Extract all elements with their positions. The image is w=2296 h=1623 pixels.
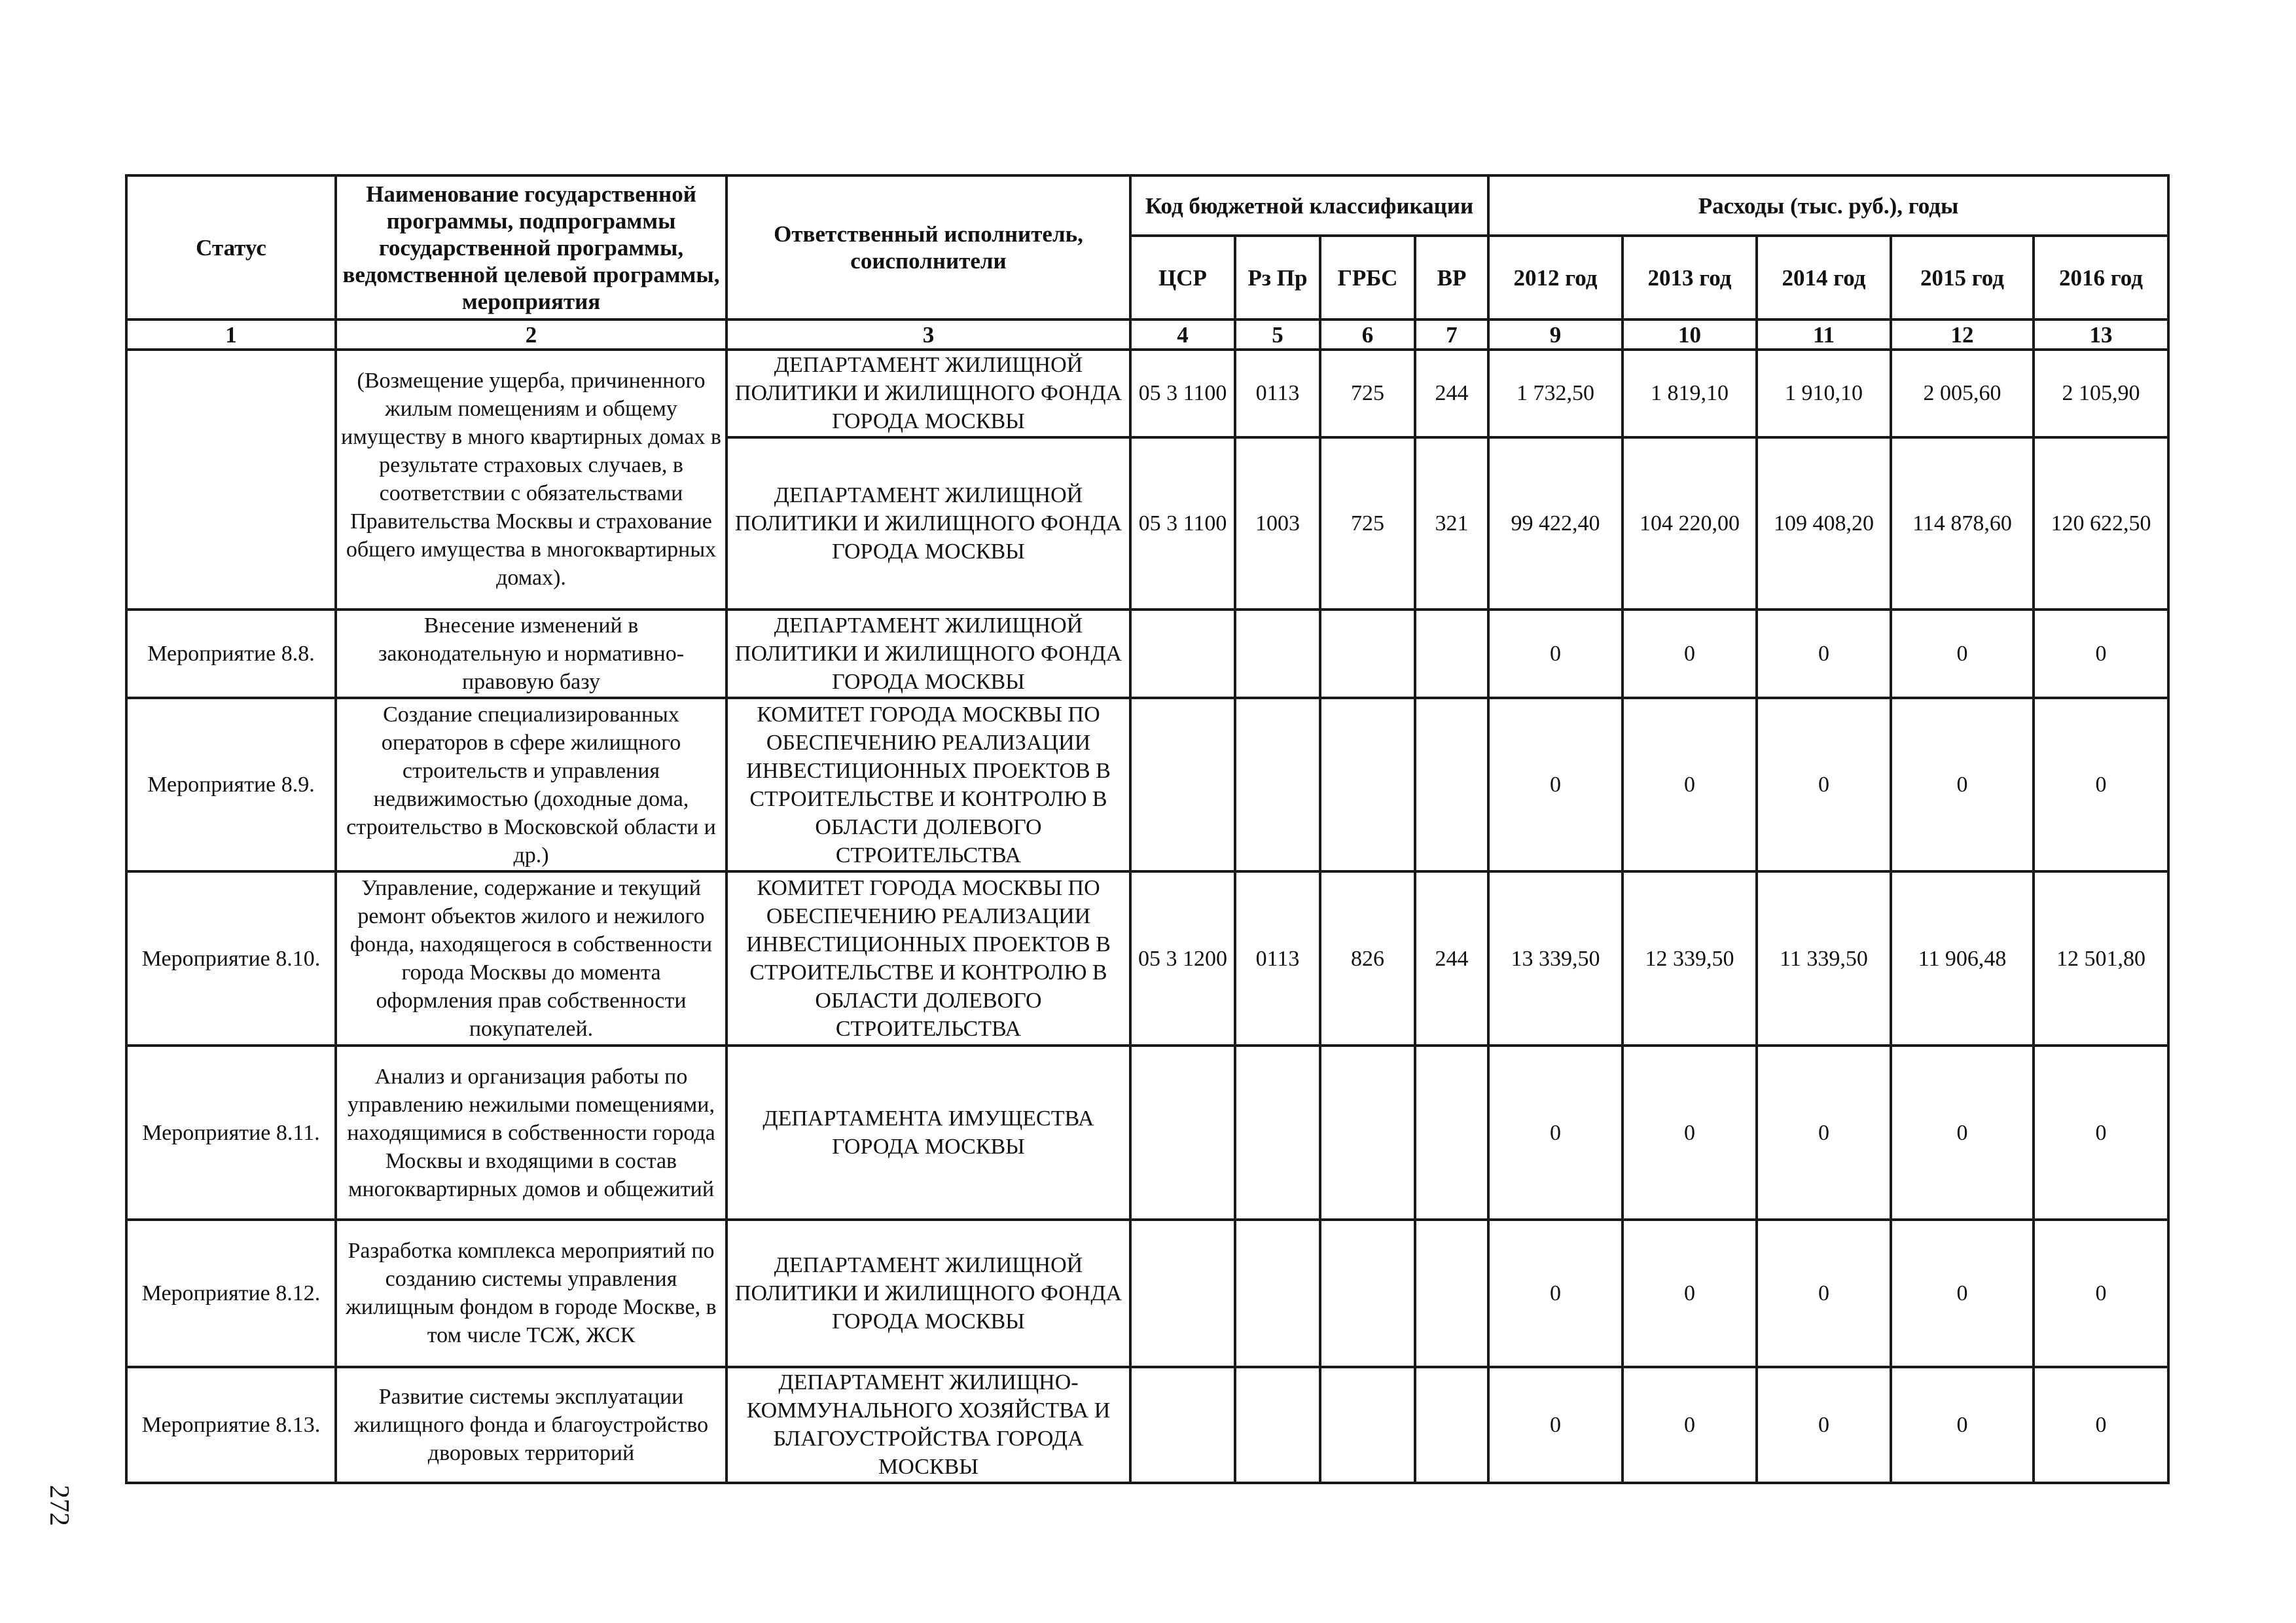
row-value: 120 622,50 [2034,437,2168,610]
row-value: 0 [1891,610,2034,698]
header-rzpr: Рз Пр [1235,236,1320,319]
row-value: 0 [1757,1220,1891,1367]
row-rzpr [1235,610,1320,698]
header-year: 2016 год [2034,236,2168,319]
row-rzpr: 0113 [1235,871,1320,1046]
row-value: 13 339,50 [1488,871,1623,1046]
row-grbs [1320,1367,1415,1483]
header-year: 2012 год [1488,236,1623,319]
header-csr: ЦСР [1130,236,1235,319]
row-program-name: (Возмещение ущерба, причиненного жилым помещениям и общему имуществу в много квартирных домах в результате страховых случаев, в соответствии с обязательствами Правительства Москвы и страхование общего имущества в многоквартирных домах). [336,350,726,610]
row-csr [1130,1220,1235,1367]
row-value: 0 [1623,1046,1757,1220]
header-program-name: Наименование государственной программы, подпрограммы государственной программы, ведомственной целевой программы, мероприятия [336,175,726,319]
row-value: 0 [1623,1220,1757,1367]
table-row [126,698,2168,872]
column-number: 10 [1623,319,1757,350]
row-rzpr: 0113 [1235,350,1320,437]
row-program-name: Развитие системы эксплуатации жилищного фонда и благоустройство дворовых территорий [336,1367,726,1483]
column-number: 5 [1235,319,1320,350]
page-number: 272 [44,1485,74,1526]
row-status: Мероприятие 8.13. [126,1367,336,1483]
header-costs: Расходы (тыс. руб.), годы [1488,175,2168,236]
row-csr [1130,698,1235,872]
column-number: 7 [1415,319,1488,350]
row-program-name: Управление, содержание и текущий ремонт объектов жилого и нежилого фонда, находящегося в собственности города Москвы до момента оформления прав собственности покупателей. [336,871,726,1046]
column-number: 13 [2034,319,2168,350]
row-executor: ДЕПАРТАМЕНТ ЖИЛИЩНО-КОММУНАЛЬНОГО ХОЗЯЙСТВА И БЛАГОУСТРОЙСТВА ГОРОДА МОСКВЫ [726,1367,1130,1483]
header-budget-code: Код бюджетной классификации [1130,175,1488,236]
column-number: 6 [1320,319,1415,350]
column-number: 2 [336,319,726,350]
row-status: Мероприятие 8.10. [126,871,336,1046]
row-value: 99 422,40 [1488,437,1623,610]
row-status: Мероприятие 8.9. [126,698,336,872]
row-grbs [1320,610,1415,698]
row-status: Мероприятие 8.8. [126,610,336,698]
row-executor: ДЕПАРТАМЕНТА ИМУЩЕСТВА ГОРОДА МОСКВЫ [726,1046,1130,1220]
row-value: 1 819,10 [1623,350,1757,437]
row-executor: ДЕПАРТАМЕНТ ЖИЛИЩНОЙ ПОЛИТИКИ И ЖИЛИЩНОГО ФОНДА ГОРОДА МОСКВЫ [726,437,1130,610]
row-rzpr: 1003 [1235,437,1320,610]
row-value: 11 339,50 [1757,871,1891,1046]
row-rzpr [1235,1367,1320,1483]
row-vr: 244 [1415,350,1488,437]
row-value: 109 408,20 [1757,437,1891,610]
row-program-name: Внесение изменений в законодательную и нормативно-правовую базу [336,610,726,698]
row-value: 0 [1891,1367,2034,1483]
row-value: 0 [1757,698,1891,872]
table-row [126,1046,2168,1220]
header-vr: ВР [1415,236,1488,319]
row-value: 2 005,60 [1891,350,2034,437]
column-number: 12 [1891,319,2034,350]
budget-table [125,174,2170,1484]
row-vr [1415,1046,1488,1220]
row-csr: 05 3 1200 [1130,871,1235,1046]
row-value: 0 [2034,610,2168,698]
row-executor: ДЕПАРТАМЕНТ ЖИЛИЩНОЙ ПОЛИТИКИ И ЖИЛИЩНОГО ФОНДА ГОРОДА МОСКВЫ [726,610,1130,698]
table-row [126,871,2168,1046]
row-value: 0 [2034,1046,2168,1220]
row-vr [1415,1220,1488,1367]
row-value: 11 906,48 [1891,871,2034,1046]
row-value: 0 [1488,1220,1623,1367]
row-csr [1130,1046,1235,1220]
row-csr: 05 3 1100 [1130,437,1235,610]
row-value: 0 [2034,698,2168,872]
table-row [126,1220,2168,1367]
table-row [126,350,2168,437]
row-program-name: Разработка комплекса мероприятий по созданию системы управления жилищным фондом в городе Москве, в том числе ТСЖ, ЖСК [336,1220,726,1367]
row-value: 0 [1488,1367,1623,1483]
row-value: 0 [1891,1220,2034,1367]
row-value: 0 [1623,1367,1757,1483]
row-csr [1130,1367,1235,1483]
header-year: 2015 год [1891,236,2034,319]
row-csr [1130,610,1235,698]
row-value: 0 [1623,698,1757,872]
row-vr [1415,610,1488,698]
row-rzpr [1235,698,1320,872]
row-status: Мероприятие 8.12. [126,1220,336,1367]
row-status [126,350,336,610]
column-number: 3 [726,319,1130,350]
row-value: 0 [2034,1367,2168,1483]
row-value: 12 339,50 [1623,871,1757,1046]
row-value: 114 878,60 [1891,437,2034,610]
row-grbs: 725 [1320,437,1415,610]
column-number: 4 [1130,319,1235,350]
row-executor: ДЕПАРТАМЕНТ ЖИЛИЩНОЙ ПОЛИТИКИ И ЖИЛИЩНОГО ФОНДА ГОРОДА МОСКВЫ [726,350,1130,437]
header-year: 2014 год [1757,236,1891,319]
row-vr [1415,698,1488,872]
row-grbs [1320,1046,1415,1220]
row-value: 0 [1488,610,1623,698]
row-value: 0 [1891,1046,2034,1220]
row-program-name: Создание специализированных операторов в сфере жилищного строительств и управления недвижимостью (доходные дома, строительство в Московской области и др.) [336,698,726,872]
row-grbs: 826 [1320,871,1415,1046]
row-value: 0 [1488,1046,1623,1220]
table-row [126,1367,2168,1483]
row-value: 0 [1757,1046,1891,1220]
header-year: 2013 год [1623,236,1757,319]
row-vr [1415,1367,1488,1483]
header-executor: Ответственный исполнитель, соисполнители [726,175,1130,319]
row-value: 1 910,10 [1757,350,1891,437]
table-row [126,610,2168,698]
header-status: Статус [126,175,336,319]
header-grbs: ГРБС [1320,236,1415,319]
row-value: 12 501,80 [2034,871,2168,1046]
row-value: 0 [1891,698,2034,872]
row-executor: КОМИТЕТ ГОРОДА МОСКВЫ ПО ОБЕСПЕЧЕНИЮ РЕАЛИЗАЦИИ ИНВЕСТИЦИОННЫХ ПРОЕКТОВ В СТРОИТЕЛЬСТВЕ И КОНТРОЛЮ В ОБЛАСТИ ДОЛЕВОГО СТРОИТЕЛЬСТВА [726,871,1130,1046]
row-rzpr [1235,1220,1320,1367]
row-executor: КОМИТЕТ ГОРОДА МОСКВЫ ПО ОБЕСПЕЧЕНИЮ РЕАЛИЗАЦИИ ИНВЕСТИЦИОННЫХ ПРОЕКТОВ В СТРОИТЕЛЬСТВЕ И КОНТРОЛЮ В ОБЛАСТИ ДОЛЕВОГО СТРОИТЕЛЬСТВА [726,698,1130,872]
row-value: 0 [1488,698,1623,872]
row-grbs: 725 [1320,350,1415,437]
row-grbs [1320,698,1415,872]
row-value: 0 [1757,1367,1891,1483]
row-value: 0 [2034,1220,2168,1367]
row-vr: 321 [1415,437,1488,610]
row-value: 0 [1623,610,1757,698]
row-status: Мероприятие 8.11. [126,1046,336,1220]
row-rzpr [1235,1046,1320,1220]
row-executor: ДЕПАРТАМЕНТ ЖИЛИЩНОЙ ПОЛИТИКИ И ЖИЛИЩНОГО ФОНДА ГОРОДА МОСКВЫ [726,1220,1130,1367]
row-csr: 05 3 1100 [1130,350,1235,437]
column-number: 11 [1757,319,1891,350]
column-number: 1 [126,319,336,350]
row-program-name: Анализ и организация работы по управлению нежилыми помещениями, находящимися в собственности города Москвы и входящими в состав многоквартирных домов и общежитий [336,1046,726,1220]
row-value: 2 105,90 [2034,350,2168,437]
row-value: 0 [1757,610,1891,698]
row-value: 1 732,50 [1488,350,1623,437]
row-vr: 244 [1415,871,1488,1046]
column-number: 9 [1488,319,1623,350]
row-value: 104 220,00 [1623,437,1757,610]
row-grbs [1320,1220,1415,1367]
